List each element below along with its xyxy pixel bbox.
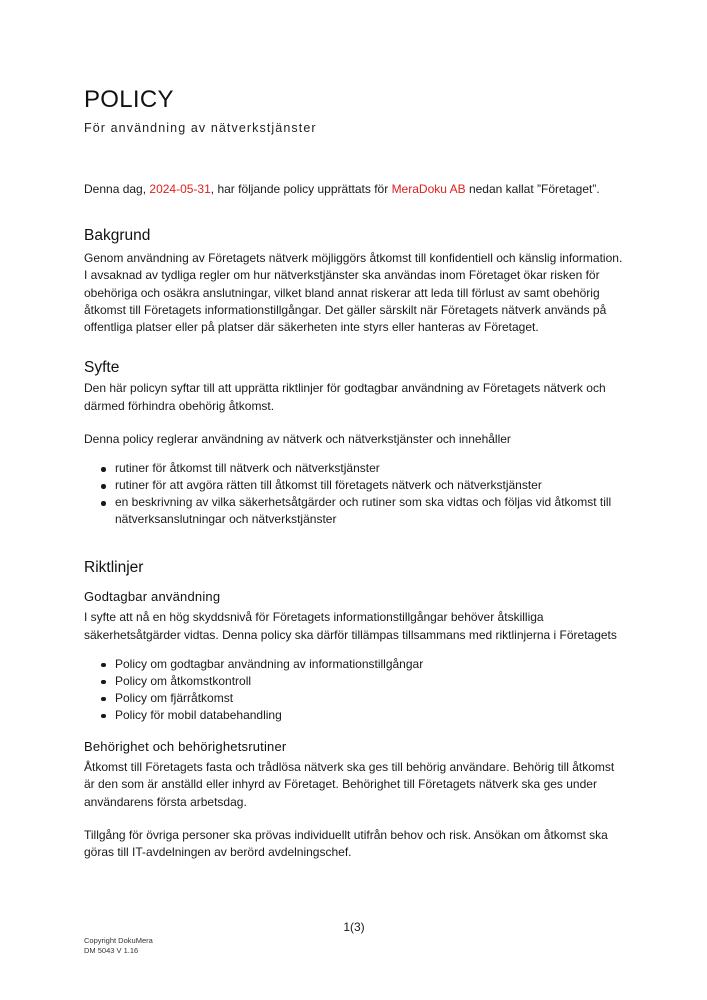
section-heading-riktlinjer: Riktlinjer — [84, 559, 144, 577]
intro-company: MeraDoku AB — [391, 182, 466, 196]
footer — [84, 936, 153, 956]
godtagbar-bullet-list — [84, 656, 624, 724]
list-item: Policy om åtkomstkontroll — [84, 673, 624, 690]
document-body — [84, 226, 624, 877]
list-item: en beskrivning av vilka säkerhetsåtgärder och rutiner som ska vidtas och följas vid åtkomst till nätverksanslutningar och nätverkstjänster — [84, 494, 624, 528]
intro-date: 2024-05-31 — [149, 182, 211, 196]
subsection-heading-behorighet: Behörighet och behörighetsrutiner — [84, 738, 287, 754]
footer-doc-id: DM 5043 V 1.16 — [84, 946, 139, 955]
section-heading-bakgrund: Bakgrund — [84, 227, 151, 244]
document-title: POLICY — [84, 86, 174, 113]
list-item: Policy om godtagbar användning av informationstillgångar — [84, 656, 624, 673]
list-item: rutiner för att avgöra rätten till åtkomst till företagets nätverk och nätverkstjänster — [84, 477, 624, 494]
section-heading-syfte: Syfte — [84, 359, 120, 377]
bakgrund-paragraph: Genom användning av Företagets nätverk möjliggörs åtkomst till konfidentiell och känslig information. I avsaknad av tydliga regler om hur nätverkstjänster ska användas inom Företaget ökar risken för obehöriga och osäkra anslutningar, vilket bland annat riskerar att leda till förlust av samt obehörig åtkomst till Företagets informationstillgångar. Det gäller särskilt när Företagets nätverk används på offentliga platser eller på platser där säkerheten inte styrs eller hanteras av Företaget. — [84, 251, 623, 335]
list-item: rutiner för åtkomst till nätverk och nätverkstjänster — [84, 460, 624, 477]
behorighet-paragraph-1: Åtkomst till Företagets fasta och trådlösa nätverk ska ges till behörig användare. Behörig till åtkomst är den som är anställd eller inhyrd av Företaget. Behörighet till Företagets nätverk ska ges under användarens första arbetsdag. — [84, 759, 615, 809]
section-riktlinjer — [84, 558, 624, 861]
page-number: 1(3) — [343, 920, 365, 934]
intro-middle: , har följande policy upprättats för — [210, 182, 392, 196]
intro-paragraph — [84, 181, 644, 198]
document-subtitle: För användning av nätverkstjänster — [84, 121, 317, 135]
behorighet-paragraph-2: Tillgång för övriga personer ska prövas individuellt utifrån behov och risk. Ansökan om åtkomst ska göras till IT-avdelningen av berörd avdelningschef. — [84, 827, 608, 860]
godtagbar-paragraph: I syfte att nå en hög skyddsnivå för Företagets informationstillgångar behöver åtskilliga säkerhetsåtgärder vidtas. Denna policy ska därför tillämpas tillsammans med riktlinjerna i Företagets — [84, 610, 617, 642]
subsection-heading-godtagbar: Godtagbar användning — [84, 589, 221, 605]
list-item: Policy om fjärråtkomst — [84, 690, 624, 707]
intro-suffix: nedan kallat ”Företaget”. — [465, 182, 600, 196]
syfte-bullet-list — [84, 460, 624, 528]
footer-copyright: Copyright DokuMera — [84, 936, 153, 945]
syfte-paragraph-2: Denna policy reglerar användning av nätverk och nätverkstjänster och innehåller — [84, 432, 511, 447]
intro-prefix: Denna dag, — [84, 182, 150, 196]
section-bakgrund — [84, 226, 624, 336]
section-syfte — [84, 358, 624, 528]
list-item: Policy för mobil databehandling — [84, 707, 624, 724]
syfte-paragraph-1: Den här policyn syftar till att upprätta riktlinjer för godtagbar användning av Företagets nätverk och därmed förhindra obehörig åtkomst. — [84, 381, 606, 413]
